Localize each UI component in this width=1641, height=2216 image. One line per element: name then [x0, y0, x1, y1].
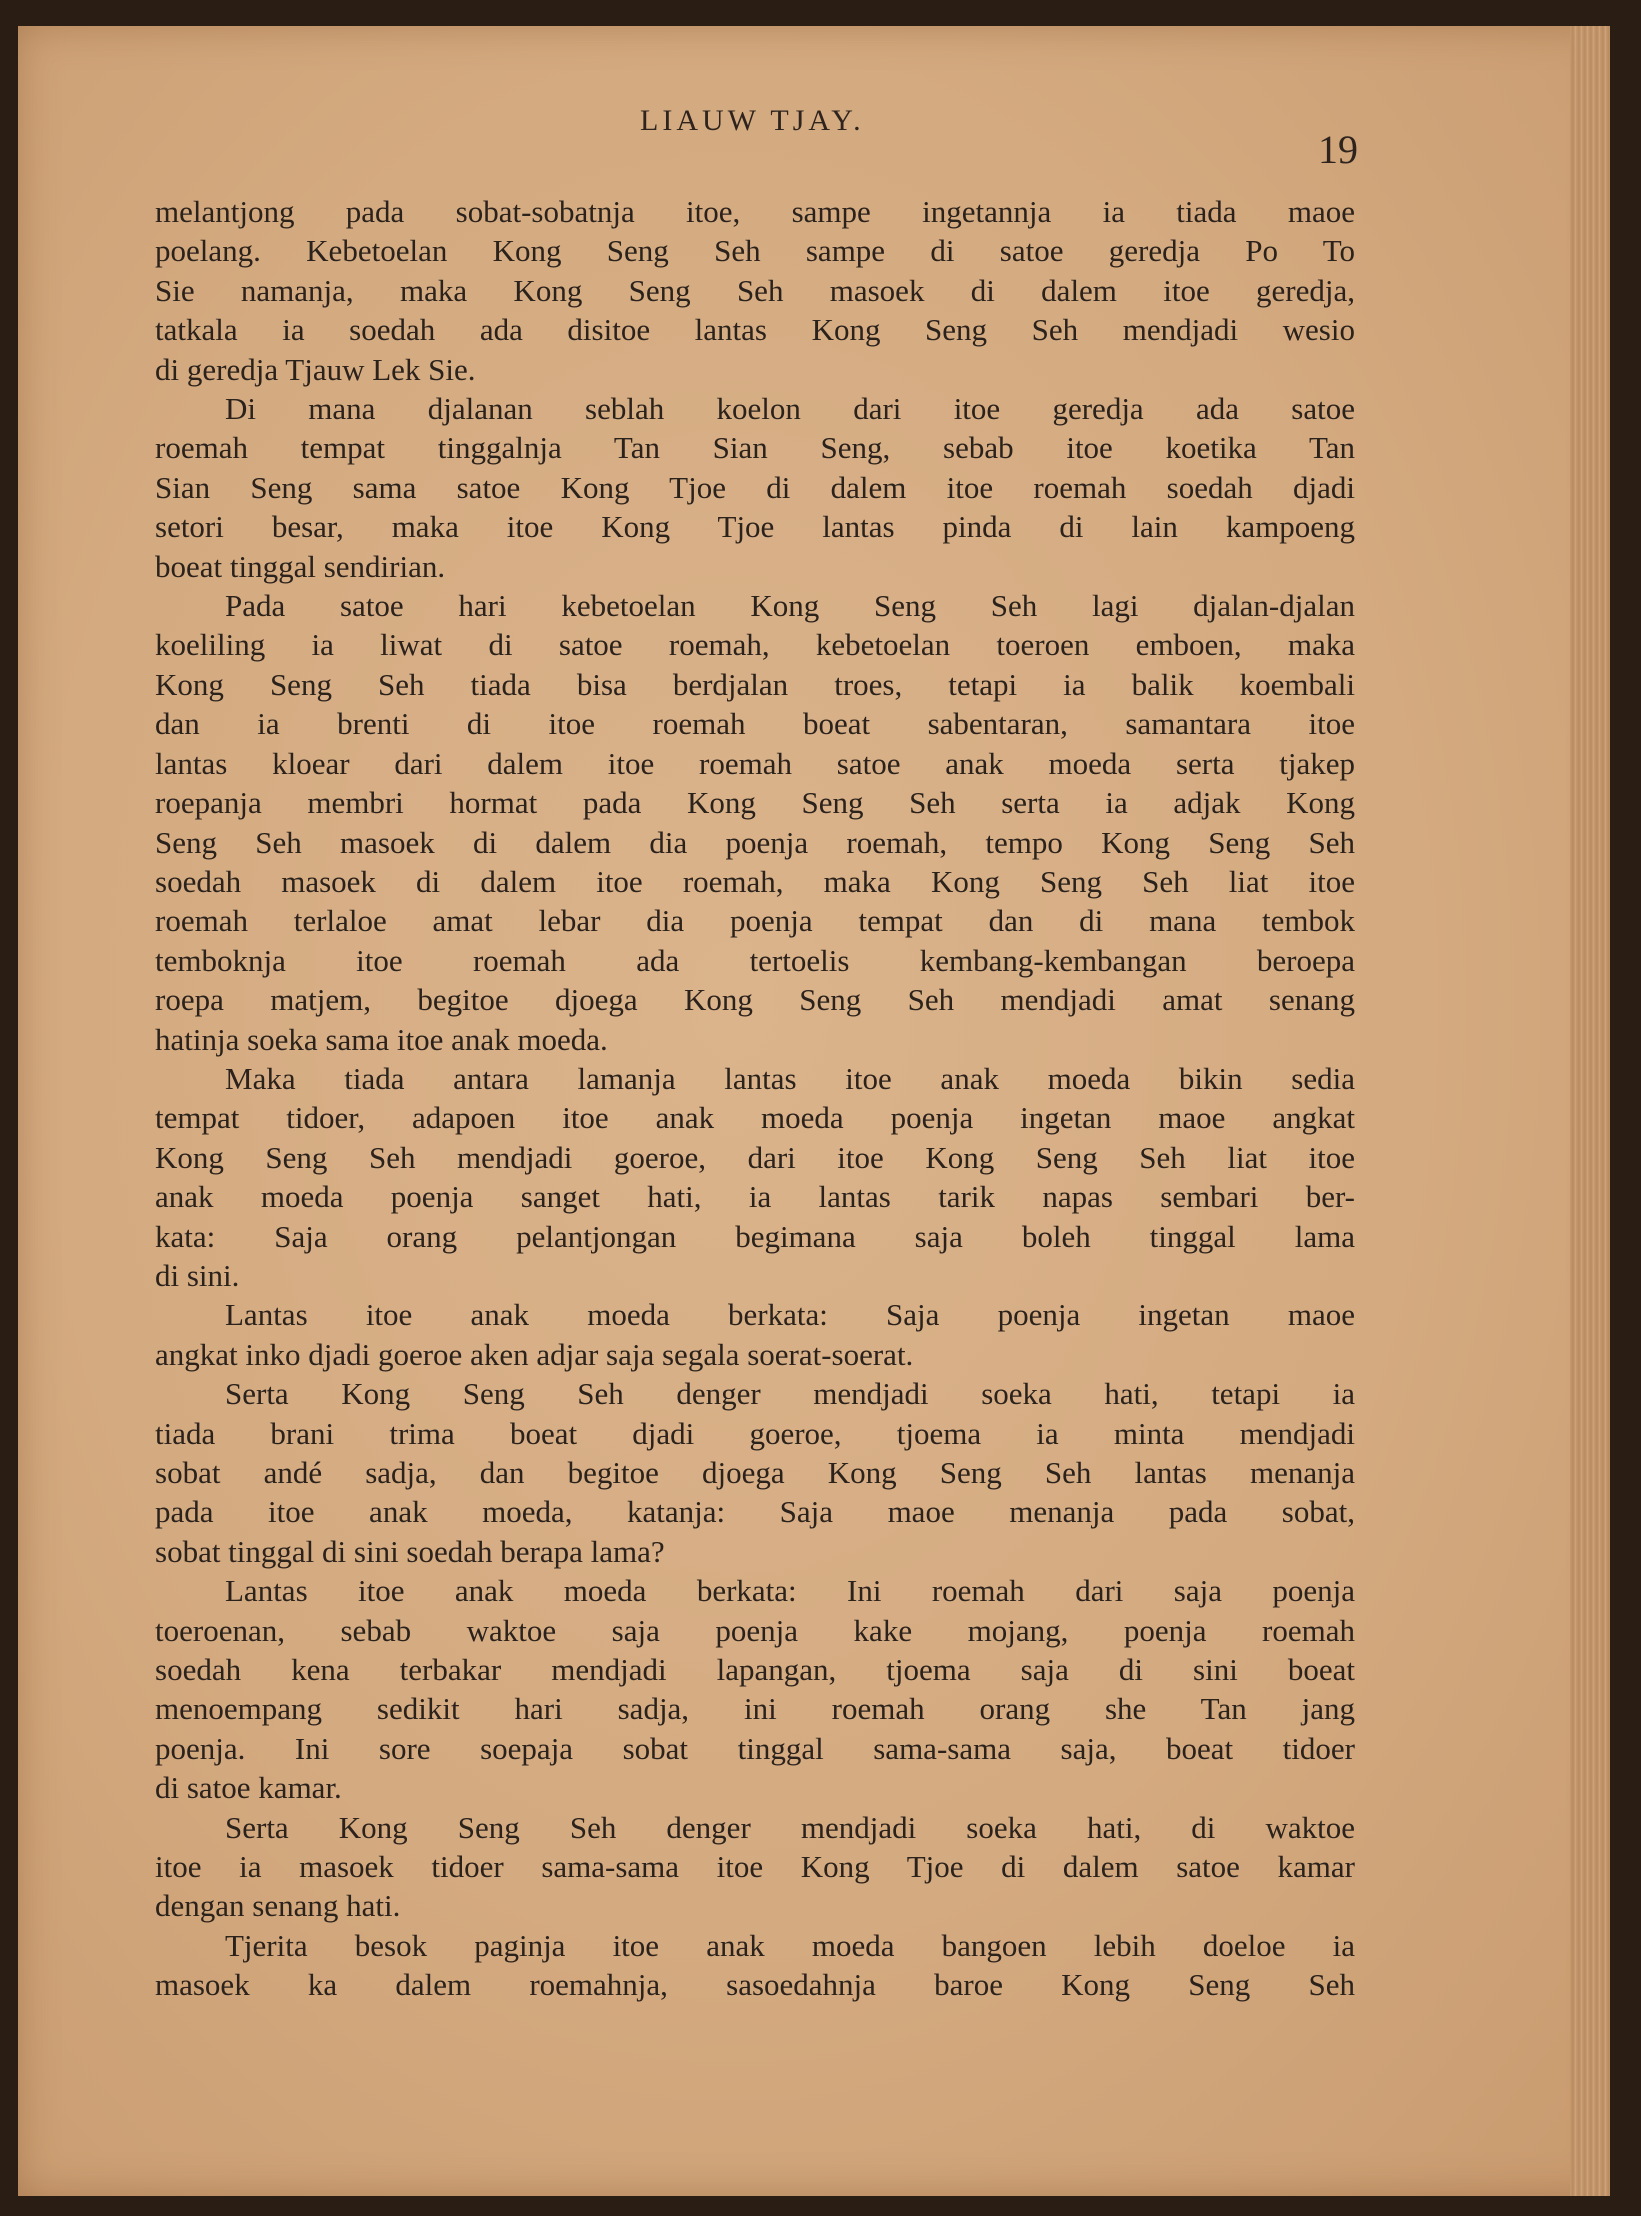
- text-line: roepa matjem, begitoe djoega Kong Seng Seh mendjadi amat senang: [155, 982, 1355, 1018]
- text-line: soedah kena terbakar mendjadi lapangan, tjoema saja di sini boeat: [155, 1652, 1355, 1688]
- text-line: Tjerita besok paginja itoe anak moeda bangoen lebih doeloe ia: [225, 1927, 1355, 1963]
- text-line: Serta Kong Seng Seh denger mendjadi soeka hati, di waktoe: [225, 1809, 1355, 1845]
- text-line: menoempang sedikit hari sadja, ini roemah orang she Tan jang: [155, 1691, 1355, 1727]
- text-line: Sian Seng sama satoe Kong Tjoe di dalem itoe roemah soedah djadi: [155, 469, 1355, 505]
- text-line: dengan senang hati.: [155, 1888, 401, 1924]
- text-line: toeroenan, sebab waktoe saja poenja kake mojang, poenja roemah: [155, 1612, 1355, 1648]
- text-line: tatkala ia soedah ada disitoe lantas Kong Seng Seh mendjadi wesio: [155, 312, 1355, 348]
- text-line: temboknja itoe roemah ada tertoelis kembang-kembangan beroepa: [155, 942, 1355, 978]
- text-line: roemah tempat tinggalnja Tan Sian Seng, sebab itoe koetika Tan: [155, 430, 1355, 466]
- text-line: Di mana djalanan seblah koelon dari itoe geredja ada satoe: [225, 391, 1355, 427]
- text-line: roepanja membri hormat pada Kong Seng Seh serta ia adjak Kong: [155, 785, 1355, 821]
- text-line: sobat tinggal di sini soedah berapa lama?: [155, 1533, 665, 1569]
- body-text: [155, 192, 1355, 2005]
- text-line: angkat inko djadi goeroe aken adjar saja segala soerat-soerat.: [155, 1336, 914, 1372]
- text-line: sobat andé sadja, dan begitoe djoega Kong Seng Seh lantas menanja: [155, 1455, 1355, 1490]
- text-line: boeat tinggal sendirian.: [155, 548, 446, 584]
- text-line: itoe ia masoek tidoer sama-sama itoe Kong Tjoe di dalem satoe kamar: [155, 1849, 1355, 1885]
- text-line: pada itoe anak moeda, katanja: Saja maoe menanja pada sobat,: [155, 1494, 1355, 1530]
- text-line: anak moeda poenja sanget hati, ia lantas tarik napas sembari ber-: [155, 1179, 1355, 1215]
- text-line: poenja. Ini sore soepaja sobat tinggal sama-sama saja, boeat tidoer: [155, 1730, 1355, 1766]
- text-line: dan ia brenti di itoe roemah boeat sabentaran, samantara itoe: [155, 706, 1355, 742]
- text-line: Serta Kong Seng Seh denger mendjadi soeka hati, tetapi ia: [225, 1376, 1355, 1412]
- text-line: koeliling ia liwat di satoe roemah, kebetoelan toeroen emboen, maka: [155, 627, 1355, 663]
- text-line: Maka tiada antara lamanja lantas itoe anak moeda bikin sedia: [225, 1060, 1355, 1096]
- text-line: tiada brani trima boeat djadi goeroe, tjoema ia minta mendjadi: [155, 1415, 1355, 1451]
- text-line: kata: Saja orang pelantjongan begimana saja boleh tinggal lama: [155, 1218, 1355, 1254]
- running-head: LIAUW TJAY.: [640, 104, 865, 137]
- text-line: hatinja soeka sama itoe anak moeda.: [155, 1021, 608, 1057]
- page-edge: [1570, 26, 1610, 2196]
- text-line: di sini.: [155, 1257, 240, 1293]
- text-line: poelang. Kebetoelan Kong Seng Seh sampe di satoe geredja Po To: [155, 233, 1355, 269]
- text-line: Kong Seng Seh mendjadi goeroe, dari itoe Kong Seng Seh liat itoe: [155, 1139, 1355, 1175]
- text-line: lantas kloear dari dalem itoe roemah satoe anak moeda serta tjakep: [155, 745, 1355, 781]
- text-line: Sie namanja, maka Kong Seng Seh masoek di dalem itoe geredja,: [155, 272, 1355, 308]
- text-line: roemah terlaloe amat lebar dia poenja tempat dan di mana tembok: [155, 903, 1355, 939]
- text-line: setori besar, maka itoe Kong Tjoe lantas pinda di lain kampoeng: [155, 509, 1355, 545]
- text-line: melantjong pada sobat-sobatnja itoe, sampe ingetannja ia tiada maoe: [155, 194, 1355, 229]
- text-line: Kong Seng Seh tiada bisa berdjalan troes, tetapi ia balik koembali: [155, 666, 1355, 702]
- text-line: Pada satoe hari kebetoelan Kong Seng Seh lagi djalan-djalan: [225, 588, 1355, 624]
- text-line: Lantas itoe anak moeda berkata: Ini roemah dari saja poenja: [225, 1573, 1355, 1609]
- text-line: masoek ka dalem roemahnja, sasoedahnja baroe Kong Seng Seh: [155, 1967, 1355, 2003]
- text-line: di satoe kamar.: [155, 1770, 342, 1806]
- text-line: di geredja Tjauw Lek Sie.: [155, 351, 476, 387]
- page-number: 19: [1318, 127, 1358, 172]
- text-line: soedah masoek di dalem itoe roemah, maka Kong Seng Seh liat itoe: [155, 863, 1355, 899]
- text-line: Seng Seh masoek di dalem dia poenja roemah, tempo Kong Seng Seh: [155, 824, 1355, 860]
- text-line: tempat tidoer, adapoen itoe anak moeda poenja ingetan maoe angkat: [155, 1100, 1355, 1136]
- text-line: Lantas itoe anak moeda berkata: Saja poenja ingetan maoe: [225, 1297, 1355, 1333]
